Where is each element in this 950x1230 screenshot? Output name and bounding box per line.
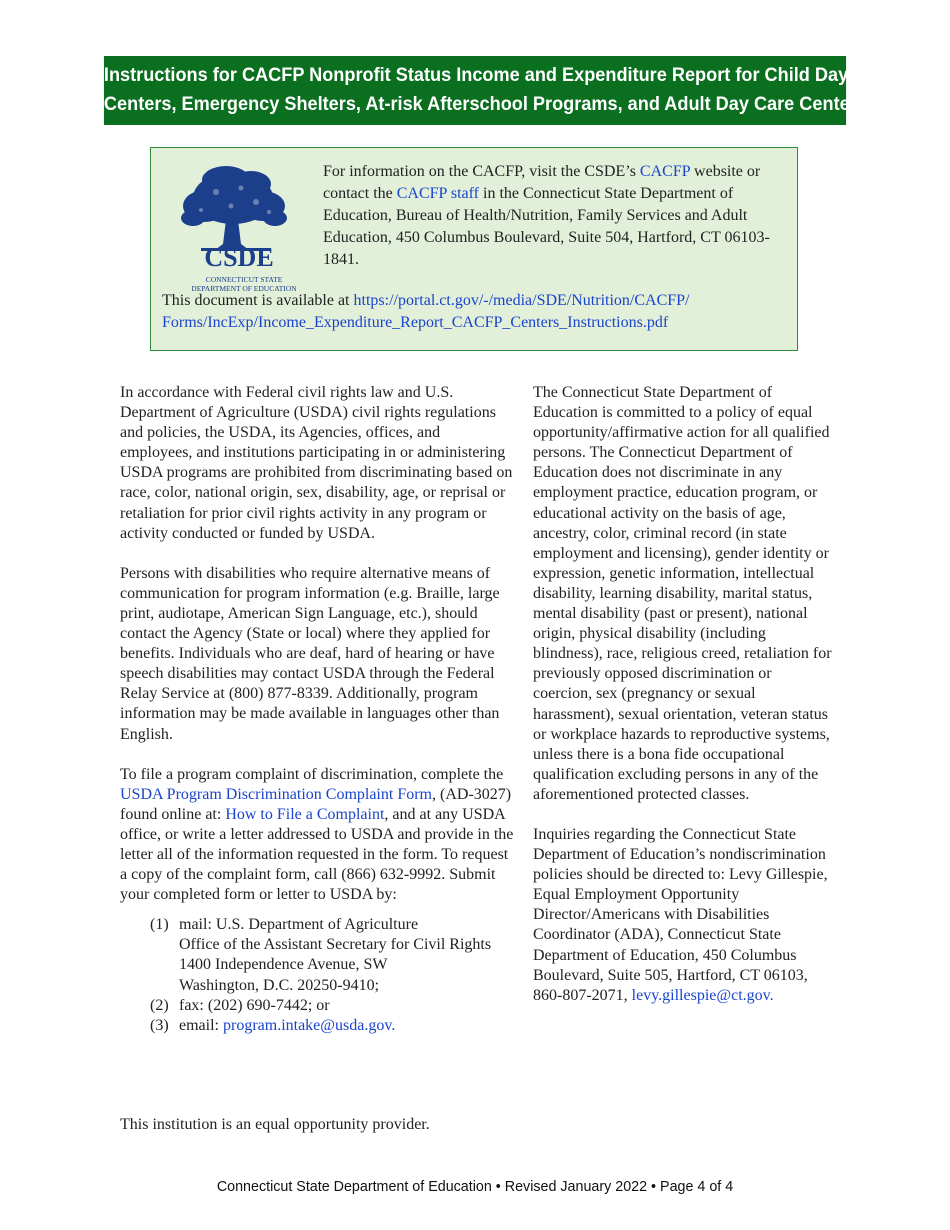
usda-email-link[interactable]: program.intake@usda.gov [222,1016,392,1034]
info-text-1: For information on the CACFP, visit the CSDE’s [323,163,640,180]
list-item-fax [150,996,515,1016]
usda-paragraph-3 [120,765,515,906]
logo-caption-line-1: CONNECTICUT STATE [205,275,283,284]
complaint-text-1: To file a program complaint of discrimination, complete the [120,765,504,783]
list-number: (2) [150,996,169,1014]
inquiries-text: Inquiries regarding the Connecticut State Department of Education’s nondiscrimination policies should be directed to: Levy Gillespie, Equal Employment Opportunity Director/Americans with Disabilities Coordinator (ADA), Connecticut State Department of Education, 450 Columbus Boulevard, Suite 505, Hartford, CT 06103, 860-807-2071, [533,825,828,1004]
logo-initials: CSDE [204,243,274,272]
availability-text: This document is available at [162,292,354,309]
csde-logo [171,162,301,274]
footer-page-number: Page 4 of 4 [660,1179,734,1195]
how-to-file-link[interactable]: How to File a Complaint [225,805,385,823]
csde-paragraph-2 [533,825,833,1006]
list-item-mail [150,915,515,995]
complaint-text-3: , and at any USDA office, or write a letter addressed to USDA and provide in the letter all of the information requested in the form. To request a copy of the complaint form, call (866) 632-9992. Submit your completed form or letter to USDA by: [120,805,514,904]
footer-separator: • [495,1179,501,1195]
availability-paragraph [162,290,782,334]
mail-line-1: mail: U.S. Department of Agriculture [179,916,419,934]
footer-separator: • [651,1179,657,1195]
csde-nondiscrimination-column [533,383,833,1026]
csde-paragraph-1: The Connecticut State Department of Education is committed to a policy of equal opportunity/affirmative action for all qualified persons. The Connecticut Department of Education does not discriminate in any employment practice, education program, or educational activity on the basis of age, ancestry, color, criminal record (in state employment and licensing), gender identity or expression, genetic information, intellectual disability, learning disability, marital status, mental disability (past or present), national origin, physical disability (including blindness), race, religious creed, retaliation for previously opposed discrimination or coercion, sex (pregnancy or sexual harassment), sexual orientation, veteran status or workplace hazards to reproductive systems, unless there is a bona fide occupational qualification excluding persons in any of the aforementioned protected classes. [533,384,832,803]
title-line-1: Instructions for CACFP Nonprofit Status Income and Expenditure Report for Child Day Care [103,64,894,86]
equal-opportunity-statement: This institution is an equal opportunity provider. [120,1116,430,1133]
info-text-2: website or contact the [323,163,761,202]
cacfp-staff-link[interactable]: CACFP staff [396,185,479,202]
list-number: (3) [150,1016,169,1034]
complaint-text-2: , (AD-3027) found online at: [120,785,512,823]
document-url-line-1: https://portal.ct.gov/-/media/SDE/Nutrition/CACFP/ [353,292,690,309]
inquiries-period: . [769,986,774,1004]
complaint-form-link[interactable]: USDA Program Discrimination Complaint Form [120,785,432,803]
usda-paragraph-1: In accordance with Federal civil rights law and U.S. Department of Agriculture (USDA) civil rights regulations and policies, the USDA, its Agencies, offices, and employees, and institutions participating in or administering USDA programs are prohibited from discriminating based on race, color, national origin, sex, disability, age, or reprisal or retaliation for prior civil rights activity in any program or activity conducted or funded by USDA. [120,384,513,542]
document-title-banner [103,56,894,125]
mail-line-3: 1400 Independence Avenue, SW [179,956,388,974]
usda-nondiscrimination-column [120,383,515,1036]
tree-icon [181,166,287,251]
footer-org: Connecticut State Department of Education [216,1179,492,1195]
logo-caption-line-2: DEPARTMENT OF EDUCATION [191,284,297,293]
info-box [150,147,798,351]
page-footer [0,1178,950,1196]
info-text-3: in the Connecticut State Department of Education, Bureau of Health/Nutrition, Family Services and Adult Education, 450 Columbus Boulevard, Suite 504, Hartford, CT 06103-1841. [323,185,770,268]
cacfp-website-link[interactable]: CACFP [639,163,691,180]
mail-line-2: Office of the Assistant Secretary for Civil Rights [179,936,492,954]
usda-paragraph-2: Persons with disabilities who require alternative means of communication for program information (e.g. Braille, large print, audiotape, American Sign Language, etc.), should contact the Agency (State or local) where they applied for benefits. Individuals who are deaf, hard of hearing or have speech disabilities may contact USDA through the Federal Relay Service at (800) 877-8339. Additionally, program information may be made available in languages other than English. [120,564,500,743]
submission-methods-list [150,915,515,1036]
document-url-line-2: Forms/IncExp/Income_Expenditure_Report_CACFP_Centers_Instructions.pdf [162,314,669,331]
info-paragraph [323,161,788,271]
email-period: . [391,1016,396,1034]
mail-line-4: Washington, D.C. 20250-9410; [179,976,380,994]
email-label: email: [179,1016,223,1034]
list-number: (1) [150,916,169,934]
title-line-2: Centers, Emergency Shelters, At-risk Afterschool Programs, and Adult Day Care Centers [103,93,867,115]
fax-text: fax: (202) 690-7442; or [179,996,330,1014]
list-item-email [150,1016,515,1036]
footer-revised: Revised January 2022 [504,1179,648,1195]
contact-email-link[interactable]: levy.gillespie@ct.gov [631,986,770,1004]
